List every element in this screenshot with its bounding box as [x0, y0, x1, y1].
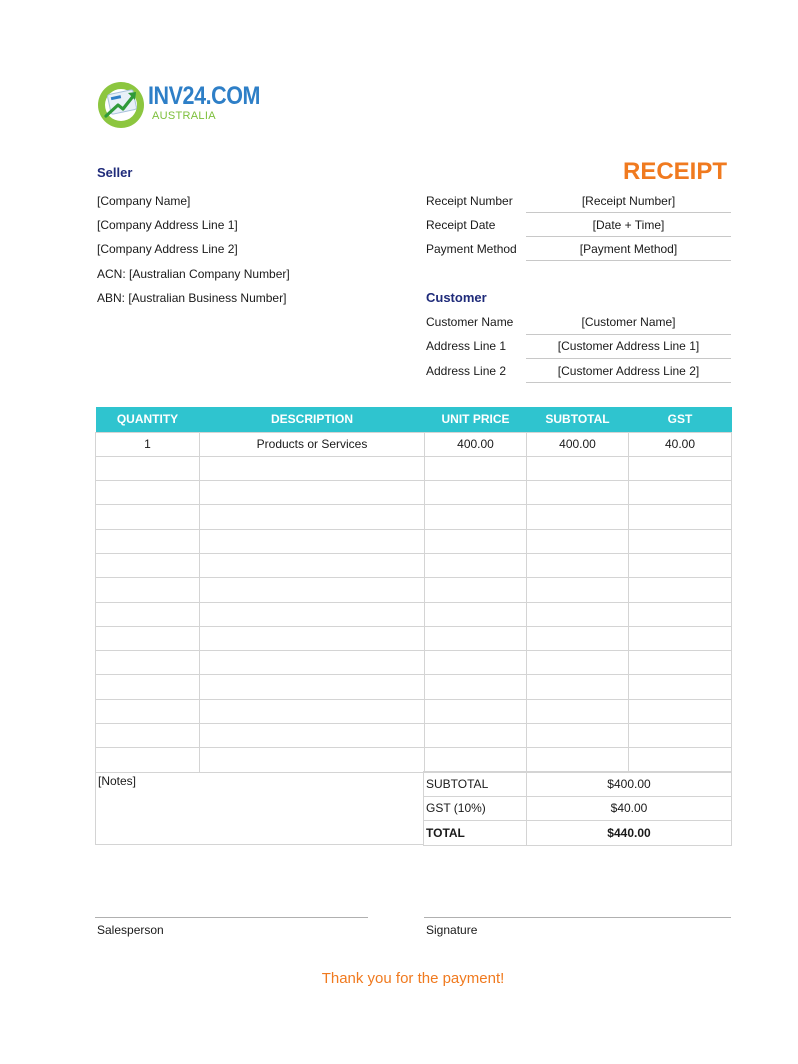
- cell-subtotal: [527, 481, 629, 505]
- total-value: $440.00: [527, 821, 732, 846]
- seller-address-line-1: [Company Address Line 1]: [97, 218, 238, 232]
- cell-gst: [629, 578, 732, 602]
- cell-unit-price: [425, 456, 527, 480]
- header-subtotal: SUBTOTAL: [527, 407, 629, 432]
- cell-subtotal: [527, 724, 629, 748]
- cell-description: [200, 578, 425, 602]
- customer-address-2-label: Address Line 2: [426, 364, 507, 378]
- customer-address-2-value: [Customer Address Line 2]: [557, 364, 700, 378]
- items-body: [96, 432, 732, 772]
- seller-address-line-2: [Company Address Line 2]: [97, 242, 238, 256]
- cell-unit-price: [425, 505, 527, 529]
- notes-label: [Notes]: [98, 774, 137, 788]
- receipt-title: RECEIPT: [622, 158, 727, 185]
- table-row: [96, 699, 732, 723]
- header-quantity: QUANTITY: [96, 407, 200, 432]
- cell-description: [200, 505, 425, 529]
- cell-gst: 40.00: [629, 432, 732, 456]
- cell-unit-price: [425, 602, 527, 626]
- header-description: DESCRIPTION: [200, 407, 425, 432]
- seller-company-name: [Company Name]: [97, 194, 191, 208]
- cell-unit-price: [425, 699, 527, 723]
- cell-unit-price: [425, 724, 527, 748]
- cell-quantity: [96, 675, 200, 699]
- cell-gst: [629, 675, 732, 699]
- cell-subtotal: [527, 578, 629, 602]
- cell-gst: [629, 602, 732, 626]
- cell-quantity: [96, 505, 200, 529]
- signature-label: Signature: [426, 923, 478, 937]
- total-row: [424, 821, 732, 846]
- receipt-date-label: Receipt Date: [426, 218, 496, 232]
- customer-name-label: Customer Name: [426, 315, 514, 329]
- items-header-row: [96, 407, 732, 432]
- customer-heading: Customer: [426, 290, 487, 305]
- cell-description: [200, 602, 425, 626]
- table-row: [96, 748, 732, 772]
- cell-quantity: [96, 481, 200, 505]
- table-row: [96, 456, 732, 480]
- subtotal-value: $400.00: [527, 772, 732, 797]
- table-row: [96, 626, 732, 650]
- receipt-date-value: [Date + Time]: [592, 218, 665, 232]
- cell-quantity: [96, 602, 200, 626]
- table-row: [96, 432, 732, 456]
- cell-description: [200, 748, 425, 772]
- cell-unit-price: 400.00: [425, 432, 527, 456]
- table-row: [96, 675, 732, 699]
- cell-description: [200, 699, 425, 723]
- seller-heading: Seller: [97, 165, 133, 180]
- items-table: [95, 407, 732, 773]
- payment-method-rule: [526, 260, 731, 261]
- company-logo: [96, 76, 266, 128]
- cell-description: [200, 626, 425, 650]
- cell-description: [200, 553, 425, 577]
- seller-acn: ACN: [Australian Company Number]: [97, 267, 290, 281]
- cell-unit-price: [425, 578, 527, 602]
- customer-address-1-value: [Customer Address Line 1]: [557, 339, 700, 353]
- notes-box: [95, 772, 424, 845]
- subtotal-row: [424, 772, 732, 797]
- customer-name-value: [Customer Name]: [581, 315, 676, 329]
- customer-name-rule: [526, 334, 731, 335]
- cell-unit-price: [425, 748, 527, 772]
- table-row: [96, 578, 732, 602]
- gst-label: GST (10%): [424, 796, 527, 821]
- customer-address-2-rule: [526, 382, 731, 383]
- cell-quantity: [96, 651, 200, 675]
- total-label: TOTAL: [424, 821, 527, 846]
- cell-gst: [629, 553, 732, 577]
- customer-address-1-label: Address Line 1: [426, 339, 507, 353]
- subtotal-label: SUBTOTAL: [424, 772, 527, 797]
- cell-gst: [629, 505, 732, 529]
- gst-value: $40.00: [527, 796, 732, 821]
- table-row: [96, 505, 732, 529]
- cell-gst: [629, 626, 732, 650]
- salesperson-line: [95, 917, 368, 918]
- seller-abn: ABN: [Australian Business Number]: [97, 291, 287, 305]
- cell-subtotal: [527, 651, 629, 675]
- table-row: [96, 602, 732, 626]
- cell-gst: [629, 481, 732, 505]
- cell-subtotal: [527, 748, 629, 772]
- cell-gst: [629, 529, 732, 553]
- cell-gst: [629, 456, 732, 480]
- table-row: [96, 724, 732, 748]
- cell-gst: [629, 748, 732, 772]
- receipt-date-rule: [526, 236, 731, 237]
- table-row: [96, 553, 732, 577]
- cell-unit-price: [425, 675, 527, 699]
- table-row: [96, 529, 732, 553]
- cell-unit-price: [425, 651, 527, 675]
- cell-quantity: [96, 578, 200, 602]
- cell-quantity: 1: [96, 432, 200, 456]
- cell-description: [200, 724, 425, 748]
- cell-quantity: [96, 529, 200, 553]
- cell-subtotal: [527, 699, 629, 723]
- cell-unit-price: [425, 481, 527, 505]
- cell-gst: [629, 651, 732, 675]
- cell-unit-price: [425, 529, 527, 553]
- cell-subtotal: [527, 529, 629, 553]
- header-unit-price: UNIT PRICE: [425, 407, 527, 432]
- table-row: [96, 481, 732, 505]
- cell-gst: [629, 699, 732, 723]
- cell-description: [200, 675, 425, 699]
- cell-quantity: [96, 724, 200, 748]
- cell-description: [200, 651, 425, 675]
- payment-method-label: Payment Method: [426, 242, 517, 256]
- cell-quantity: [96, 626, 200, 650]
- cell-description: Products or Services: [200, 432, 425, 456]
- gst-row: [424, 796, 732, 821]
- cell-subtotal: [527, 626, 629, 650]
- cell-subtotal: 400.00: [527, 432, 629, 456]
- cell-quantity: [96, 553, 200, 577]
- receipt-number-rule: [526, 212, 731, 213]
- customer-address-1-rule: [526, 358, 731, 359]
- header-gst: GST: [629, 407, 732, 432]
- payment-method-value: [Payment Method]: [579, 242, 678, 256]
- logo-badge-icon: [96, 78, 146, 128]
- cell-subtotal: [527, 456, 629, 480]
- logo-name: INV24.COM: [148, 82, 261, 110]
- cell-gst: [629, 724, 732, 748]
- logo-country: AUSTRALIA: [152, 110, 216, 122]
- cell-quantity: [96, 699, 200, 723]
- cell-subtotal: [527, 602, 629, 626]
- totals-table: [423, 771, 732, 846]
- cell-subtotal: [527, 553, 629, 577]
- cell-description: [200, 481, 425, 505]
- cell-subtotal: [527, 505, 629, 529]
- cell-unit-price: [425, 626, 527, 650]
- cell-quantity: [96, 456, 200, 480]
- cell-unit-price: [425, 553, 527, 577]
- receipt-number-label: Receipt Number: [426, 194, 513, 208]
- table-row: [96, 651, 732, 675]
- salesperson-label: Salesperson: [97, 923, 164, 937]
- signature-line: [424, 917, 731, 918]
- cell-quantity: [96, 748, 200, 772]
- cell-description: [200, 456, 425, 480]
- cell-subtotal: [527, 675, 629, 699]
- cell-description: [200, 529, 425, 553]
- thank-you-message: Thank you for the payment!: [321, 970, 505, 987]
- receipt-number-value: [Receipt Number]: [581, 194, 676, 208]
